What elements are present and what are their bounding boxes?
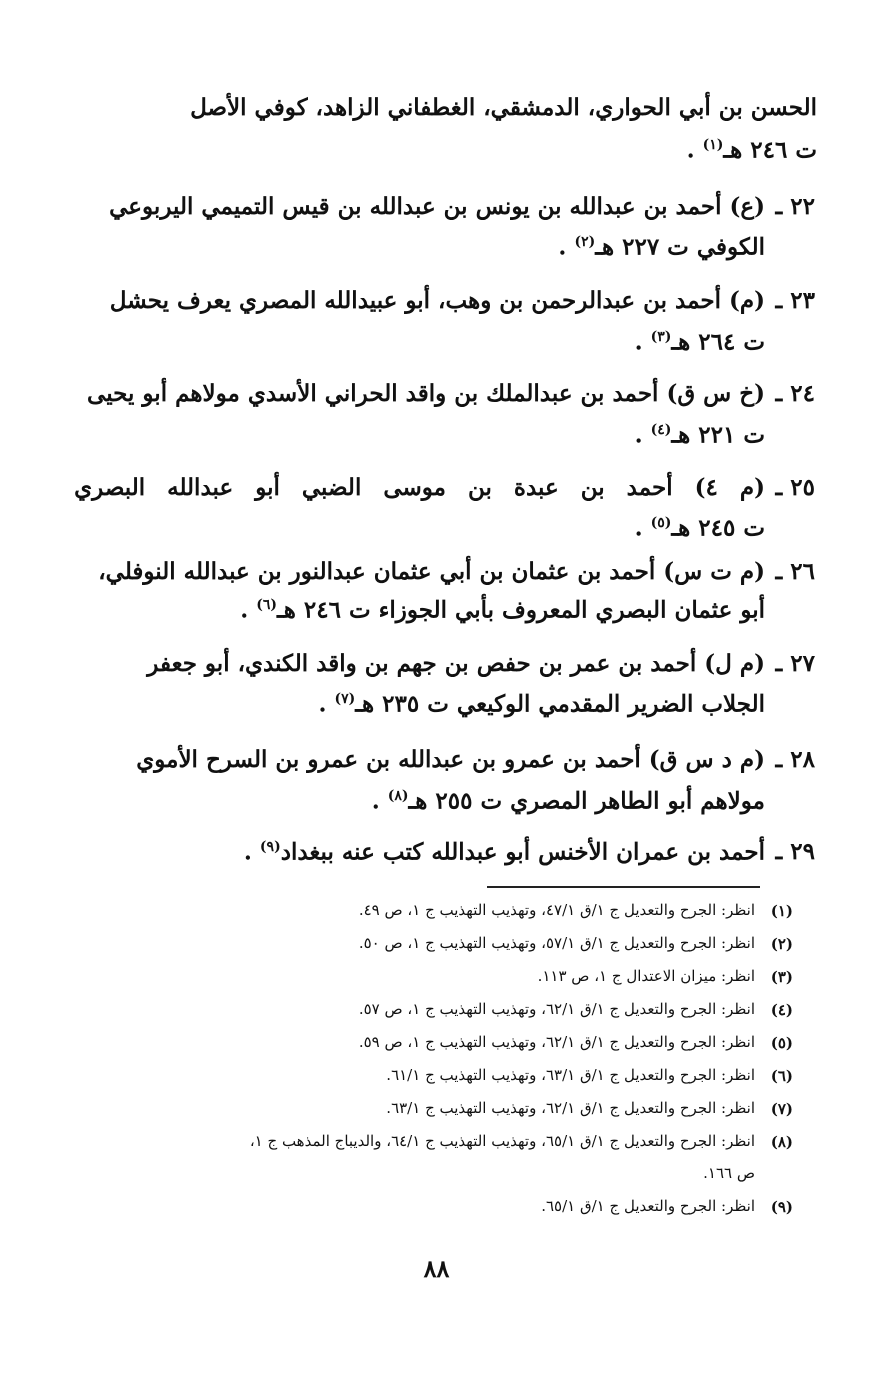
- footnote-3-text: انظر: ميزان الاعتدال ج ١، ص ١١٣.: [537, 967, 755, 985]
- entry-24-line-1: (خ س ق) أحمد بن عبدالملك بن واقد الحراني الأسدي مولاهم أبو يحيى: [87, 380, 765, 407]
- footnote-1-text: انظر: الجرح والتعديل ج ١/ق ٤٧/١، وتهذيب التهذيب ج ١، ص ٤٩.: [358, 901, 755, 919]
- entry-24-date: ت ٢٢١ هـ: [671, 421, 765, 449]
- footnote-7-text: انظر: الجرح والتعديل ج ١/ق ٦٢/١، وتهذيب التهذيب ج ٦٣/١.: [386, 1099, 755, 1117]
- entry-22-number: ٢٢ ـ: [775, 193, 815, 220]
- entry-29-text: أحمد بن عمران الأخنس أبو عبدالله كتب عنه ببغداد: [280, 838, 765, 866]
- entry-27-line-1: (م ل) أحمد بن عمر بن حفص بن جهم بن واقد الكندي، أبو جعفر: [147, 650, 765, 677]
- entry-22-date: الكوفي ت ٢٢٧ هـ: [595, 233, 765, 261]
- entry-29-line-1: [244, 840, 765, 864]
- footnote-1-number: (١): [770, 902, 793, 920]
- footnote-5-number: (٥): [770, 1034, 793, 1052]
- footnote-2-text: انظر: الجرح والتعديل ج ١/ق ٥٧/١، وتهذيب التهذيب ج ١، ص ٥٠.: [358, 934, 755, 952]
- footnote-2-number: (٢): [770, 935, 793, 953]
- entry-25-line-2: [635, 516, 765, 540]
- entry-28-number: ٢٨ ـ: [775, 746, 815, 773]
- footnote-5-text: انظر: الجرح والتعديل ج ١/ق ٦٢/١، وتهذيب التهذيب ج ١، ص ٥٩.: [358, 1033, 755, 1051]
- entry-23-number: ٢٣ ـ: [775, 287, 815, 314]
- entry-29-number: ٢٩ ـ: [775, 838, 815, 865]
- entry-25-number: ٢٥ ـ: [775, 474, 815, 501]
- entry-28-period: .: [371, 787, 380, 815]
- entry-25-line-1: (م ٤) أحمد بن عبدة بن موسى الضبي أبو عبدالله البصري: [74, 474, 765, 501]
- footnote-6-number: (٦): [770, 1067, 793, 1085]
- entry-25-period: .: [634, 514, 643, 542]
- entry-28-line-1: (م د س ق) أحمد بن عمرو بن عبدالله بن عمرو بن السرح الأموي: [136, 746, 765, 773]
- footnote-6-text: انظر: الجرح والتعديل ج ١/ق ٦٣/١، وتهذيب التهذيب ج ٦١/١.: [386, 1066, 755, 1084]
- footnote-8-number: (٨): [770, 1133, 793, 1151]
- entry-27-line-2: [318, 692, 765, 716]
- footnote-ref-1: (١): [702, 137, 724, 153]
- footnote-divider: [487, 886, 760, 888]
- entry-23-line-2: [635, 330, 765, 354]
- footnote-ref-5: (٥): [650, 515, 672, 531]
- entry-22-line-2: [558, 235, 765, 259]
- entry-21-period: .: [686, 136, 695, 164]
- footnote-8-text: انظر: الجرح والتعديل ج ١/ق ٦٥/١، وتهذيب التهذيب ج ٦٤/١، والديباج المذهب ج ١،: [249, 1132, 755, 1150]
- entry-28-line-2: [372, 789, 765, 813]
- entry-27-number: ٢٧ ـ: [775, 650, 815, 677]
- entry-27-period: .: [318, 690, 327, 718]
- footnote-7-number: (٧): [770, 1100, 793, 1118]
- footnote-ref-4: (٤): [650, 422, 672, 438]
- entry-28-date: مولاهم أبو الطاهر المصري ت ٢٥٥ هـ: [408, 787, 765, 815]
- entry-24-line-2: [635, 423, 765, 447]
- footnote-ref-6: (٦): [256, 597, 277, 613]
- entry-26-line-2: [240, 598, 765, 622]
- entry-21-line-1: الحسن بن أبي الحواري، الدمشقي، الغطفاني الزاهد، كوفي الأصل: [190, 94, 817, 121]
- entry-26-period: .: [240, 596, 249, 624]
- entry-27-date: الجلاب الضرير المقدمي الوكيعي ت ٢٣٥ هـ: [355, 690, 765, 718]
- entry-21-line-2: [687, 138, 817, 162]
- entry-26-line-1: (م ت س) أحمد بن عثمان بن أبي عثمان عبدالنور بن عبدالله النوفلي،: [98, 558, 765, 585]
- footnote-4-number: (٤): [770, 1001, 793, 1019]
- footnote-ref-7: (٧): [334, 691, 356, 707]
- footnote-ref-8: (٨): [387, 788, 409, 804]
- entry-24-period: .: [634, 421, 643, 449]
- entry-25-date: ت ٢٤٥ هـ: [671, 514, 765, 542]
- page-number: ٨٨: [423, 1254, 450, 1283]
- entry-23-period: .: [634, 328, 643, 356]
- entry-26-number: ٢٦ ـ: [775, 558, 815, 585]
- entry-29-period: .: [243, 838, 252, 866]
- entry-24-number: ٢٤ ـ: [775, 380, 815, 407]
- footnote-8-continuation: ص ١٦٦.: [703, 1164, 755, 1182]
- entry-23-date: ت ٢٦٤ هـ: [671, 328, 765, 356]
- entry-22-period: .: [558, 233, 567, 261]
- footnote-4-text: انظر: الجرح والتعديل ج ١/ق ٦٢/١، وتهذيب التهذيب ج ١، ص ٥٧.: [358, 1000, 755, 1018]
- footnote-ref-2: (٢): [574, 234, 596, 250]
- entry-22-line-1: (ع) أحمد بن عبدالله بن يونس بن عبدالله بن قيس التميمي اليربوعي: [109, 193, 765, 220]
- entry-21-date: ت ٢٤٦ هـ: [723, 136, 817, 164]
- footnote-9-number: (٩): [770, 1198, 793, 1216]
- entry-26-date: أبو عثمان البصري المعروف بأبي الجوزاء ت ٢٤٦ هـ: [277, 596, 765, 624]
- footnote-ref-9: (٩): [259, 839, 281, 855]
- footnote-9-text: انظر: الجرح والتعديل ج ١/ق ٦٥/١.: [541, 1197, 755, 1215]
- footnote-3-number: (٣): [770, 968, 793, 986]
- entry-23-line-1: (م) أحمد بن عبدالرحمن بن وهب، أبو عبيدالله المصري يعرف يحشل: [109, 287, 765, 314]
- footnote-ref-3: (٣): [650, 329, 672, 345]
